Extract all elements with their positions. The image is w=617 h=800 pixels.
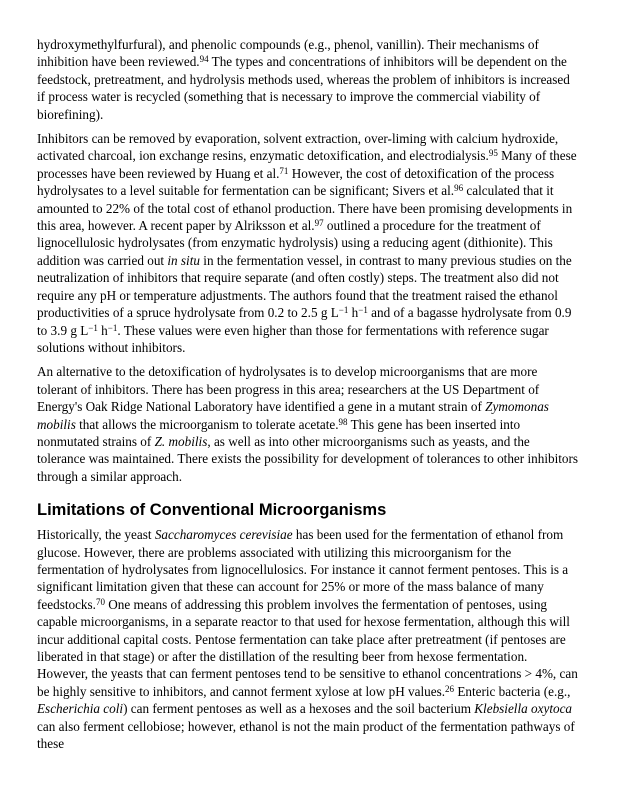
superscript: −1: [358, 305, 368, 316]
text-run: h: [97, 322, 108, 338]
superscript: 71: [279, 165, 289, 176]
superscript: 97: [314, 218, 324, 229]
italic-text: Saccharomyces cerevisiae: [154, 527, 293, 543]
superscript: 96: [454, 183, 464, 194]
text-run: . These values were even higher than those for fermentations with reference sugar solutions without inhibitors.: [37, 322, 549, 355]
text-run: The types and concentrations of inhibitors will be dependent on the feedstock, pretreatment, and hydrolysis methods used, whereas the problem of inhibitors is increased if process water is recycled (something that is necessary to improve the commercial viability of biorefining).: [37, 54, 570, 122]
document-page: [37, 36, 580, 759]
italic-text: Klebsiella oxytoca: [474, 701, 573, 717]
text-run: h: [348, 305, 359, 321]
text-run: Inhibitors can be removed by evaporation, solvent extraction, over-liming with calcium hydroxide, activated charcoal, ion exchange resins, enzymatic detoxification, and electrodialysis.: [37, 131, 559, 164]
text-run: hydroxymethylfurfural), and phenolic compounds (e.g., phenol, vanillin). Their mechanisms of inhibition have been reviewed.: [37, 37, 539, 70]
superscript: −1: [338, 305, 349, 316]
text-run: Enteric bacteria (e.g.,: [454, 683, 571, 699]
text-run: This gene has been inserted into nonmutated strains of: [37, 416, 521, 449]
body-text: [37, 36, 580, 485]
superscript: 26: [445, 683, 455, 694]
text-run: Historically, the yeast: [37, 527, 155, 543]
paragraph: [37, 36, 580, 123]
text-run: An alternative to the detoxification of hydrolysates is to develop microorganisms that are more tolerant of inhibitors. There has been progress in this area; researchers at the US Department of Energy's Oak Ridge National Laboratory have identified a gene in a mutant strain of: [37, 364, 540, 415]
text-run: Many of these processes have been reviewed by Huang et al.: [37, 148, 577, 181]
text-run: can also ferment cellobiose; however, ethanol is not the main product of the fermentation pathways of these: [37, 718, 575, 752]
text-run: One means of addressing this problem involves the fermentation of pentoses, using capable microorganisms, in a separate reactor to that used for hexose fermentation, although this will incur additional capital costs. Pentose fermentation can take place after pretreatment (if pentoses are liberated in that stage) or after the distillation of the resulting beer from hexose fermentation. However, the yeasts that can ferment pentoses tend to be sensitive to ethanol concentrations > 4%, can be highly sensitive to inhibitors, and cannot ferment xylose at low pH values.: [37, 596, 578, 699]
italic-text: in situ: [167, 252, 200, 268]
text-run: in the fermentation vessel, in contrast to many previous studies on the neutralization of inhibitors that require separate (and often costly) steps. The treatment also did not require any pH or temperature adjustments. The authors found that the treatment raised the ethanol productivities of a spruce hydrolysate from 0.2 to 2.5 g L: [37, 252, 572, 321]
paragraph: [37, 363, 580, 485]
superscript: 98: [338, 416, 348, 427]
text-run: calculated that it amounted to 22% of the total cost of ethanol production. There have been promising developments in this area, however. A recent paper by Alriksson et al.: [37, 183, 573, 234]
text-run: and of a bagasse hydrolysate from 0.9 to 3.9 g L: [37, 305, 572, 338]
text-run: However, the cost of detoxification of the process hydrolysates to a level suitable for fermentation can be significant; Sivers et al.: [37, 165, 555, 199]
italic-text: Escherichia coli: [37, 701, 124, 717]
text-run: ) can ferment pentoses as well as a hexoses and the soil bacterium: [123, 701, 475, 717]
italic-text: Z. mobilis: [154, 433, 208, 449]
superscript: 95: [488, 148, 498, 159]
superscript: −1: [88, 322, 98, 333]
text-run: , as well as into other microorganisms such as yeasts, and the tolerance was maintained. There exists the possibility for development of tolerances to other inhibitors through a similar approach.: [37, 433, 579, 484]
section-body-text: [37, 526, 580, 752]
text-run: outlined a procedure for the treatment of lignocellulosic hydrolysates (from enzymatic hydrolysis) using a reducing agent (dithionite). This addition was carried out: [37, 218, 553, 268]
section-heading: Limitations of Conventional Microorganisms: [37, 501, 387, 520]
paragraph: [37, 130, 580, 356]
text-run: that allows the microorganism to tolerate acetate.: [75, 416, 339, 432]
italic-text: Zymomonas mobilis: [37, 399, 549, 432]
text-run: has been used for the fermentation of ethanol from glucose. However, there are problems associated with utilizing this microorganism for the fermentation of hydrolysates from lignocellulosics. For instance it cannot ferment pentoses. This is a significant limitation given that these can account for 25% or more of the mass balance of many feedstocks.: [37, 527, 569, 612]
superscript: 94: [199, 54, 209, 65]
superscript: −1: [107, 322, 118, 333]
superscript: 70: [95, 596, 105, 607]
paragraph: [37, 526, 580, 752]
